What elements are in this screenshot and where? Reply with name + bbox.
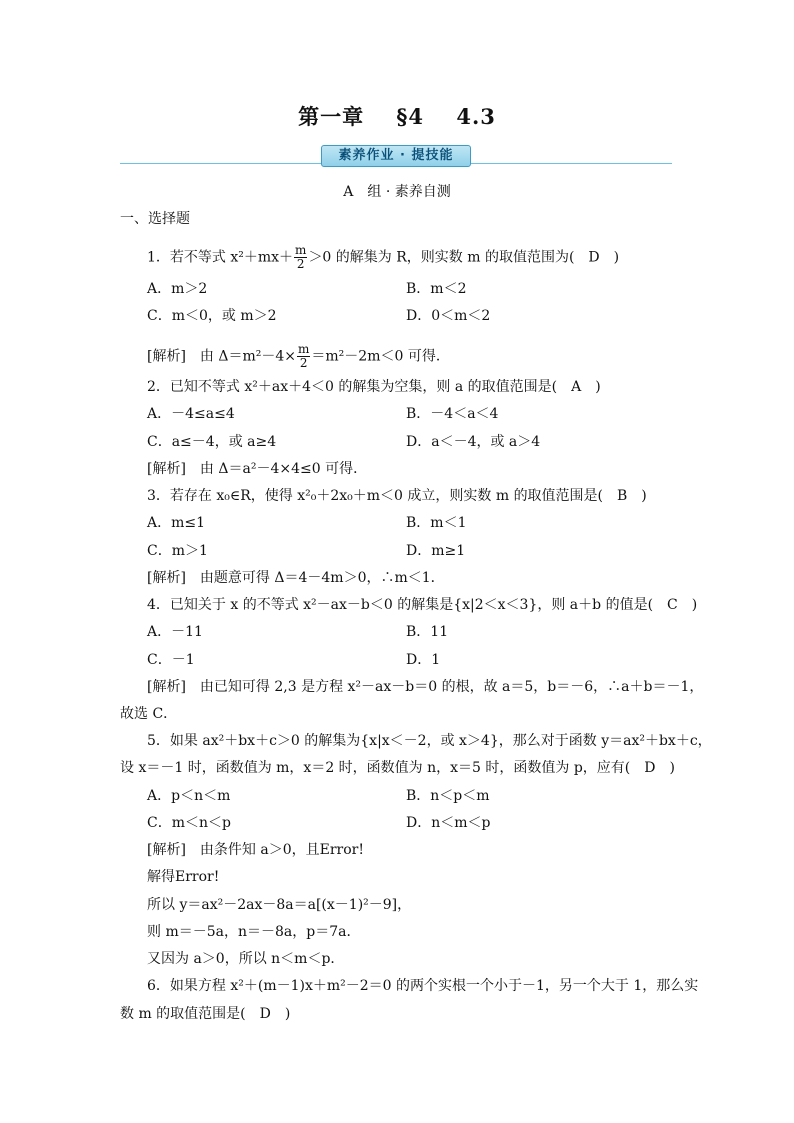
- q3-option-c: C．m＞1: [147, 543, 208, 559]
- q3-option-d: D．m≥1: [406, 543, 466, 559]
- q5-analysis-line-4: 则 m＝－5a，n＝－8a，p＝7a．: [147, 924, 361, 940]
- q1-option-d: D．0＜m＜2: [406, 308, 491, 324]
- question-4-stem: 4．已知关于 x 的不等式 x²－ax－b＜0 的解集是{x|2＜x＜3}，则 a＋b 的值是( C ): [147, 597, 698, 613]
- q5-option-b: B．n＜p＜m: [406, 788, 490, 804]
- q5-option-a: A．p＜n＜m: [147, 788, 231, 804]
- section-banner: 素养作业 · 提技能: [321, 145, 471, 167]
- page-title: [0, 101, 794, 131]
- fraction: $\frac{m}{2}$: [295, 243, 307, 271]
- q1-analysis: [解析] 由 Δ＝m²－4× $\frac{m}{2}$ ＝m²－2m＜0 可得．: [147, 342, 450, 370]
- q3-option-b: B．m＜1: [406, 515, 467, 531]
- q2-option-a: A．－4≤a≤4: [147, 406, 235, 422]
- q4-analysis-line-2: 故选 C．: [120, 706, 178, 722]
- group-title: A 组 · 素养自测: [343, 184, 451, 200]
- q3-analysis: [解析] 由题意可得 Δ＝4－4m＞0，∴m＜1．: [147, 570, 445, 586]
- q5-analysis-line-2: 解得Error!: [147, 869, 220, 885]
- q5-analysis-line-3: 所以 y＝ax²－2ax－8a＝a[(x－1)²－9]，: [147, 897, 412, 913]
- q5-analysis-line-5: 又因为 a＞0，所以 n＜m＜p．: [147, 951, 345, 967]
- q5-analysis-line-1: [解析] 由条件知 a＞0，且Error!: [147, 842, 364, 858]
- q2-analysis: [解析] 由 Δ＝a²－4×4≤0 可得．: [147, 461, 368, 477]
- question-6-stem-line-2: 数 m 的取值范围是( D ): [120, 1006, 291, 1022]
- question-5-stem-line-2: 设 x＝－1 时，函数值为 m，x＝2 时，函数值为 n，x＝5 时，函数值为 p，应有( D ): [120, 760, 675, 776]
- q4-analysis-line-1: [解析] 由已知可得 2,3 是方程 x²－ax－b＝0 的根，故 a＝5，b＝－6，∴a＋b＝－1，: [147, 679, 704, 695]
- q5-option-d: D．n＜m＜p: [406, 815, 491, 831]
- q1-option-b: B．m＜2: [406, 281, 467, 297]
- q5-option-c: C．m＜n＜p: [147, 815, 231, 831]
- part-title: 一、选择题: [120, 211, 190, 227]
- q2-option-b: B．－4＜a＜4: [406, 406, 499, 422]
- subsection-label: 4.3: [456, 104, 496, 129]
- q2-option-d: D．a＜－4，或 a＞4: [406, 434, 541, 450]
- q4-option-b: B．11: [406, 624, 449, 640]
- question-6-stem-line-1: 6．如果方程 x²＋(m－1)x＋m²－2＝0 的两个实根一个小于－1，另一个大于 1，那么实: [147, 978, 699, 994]
- q4-option-c: C．－1: [147, 652, 195, 668]
- q1-option-c: C．m＜0，或 m＞2: [147, 308, 277, 324]
- question-3-stem: 3．若存在 x₀∈R，使得 x²₀＋2x₀＋m＜0 成立，则实数 m 的取值范围是( B ): [147, 488, 647, 504]
- question-5-stem-line-1: 5．如果 ax²＋bx＋c＞0 的解集为{x|x＜－2，或 x＞4}，那么对于函数 y＝ax²＋bx＋c，: [147, 733, 712, 749]
- q4-option-d: D．1: [406, 652, 441, 668]
- chapter-label: 第一章: [298, 104, 365, 129]
- q3-option-a: A．m≤1: [147, 515, 206, 531]
- section-label: §4: [396, 104, 425, 129]
- question-2-stem: 2．已知不等式 x²＋ax＋4＜0 的解集为空集，则 a 的取值范围是( A ): [147, 379, 601, 395]
- q1-option-a: A．m＞2: [147, 281, 208, 297]
- q2-option-c: C．a≤－4，或 a≥4: [147, 434, 277, 450]
- fraction: $\frac{m}{2}$: [298, 342, 310, 370]
- question-1-stem: 1．若不等式 x²＋mx＋ $\frac{m}{2}$ ＞0 的解集为 R，则实数 m 的取值范围为( D ): [147, 243, 620, 271]
- q4-option-a: A．－11: [147, 624, 203, 640]
